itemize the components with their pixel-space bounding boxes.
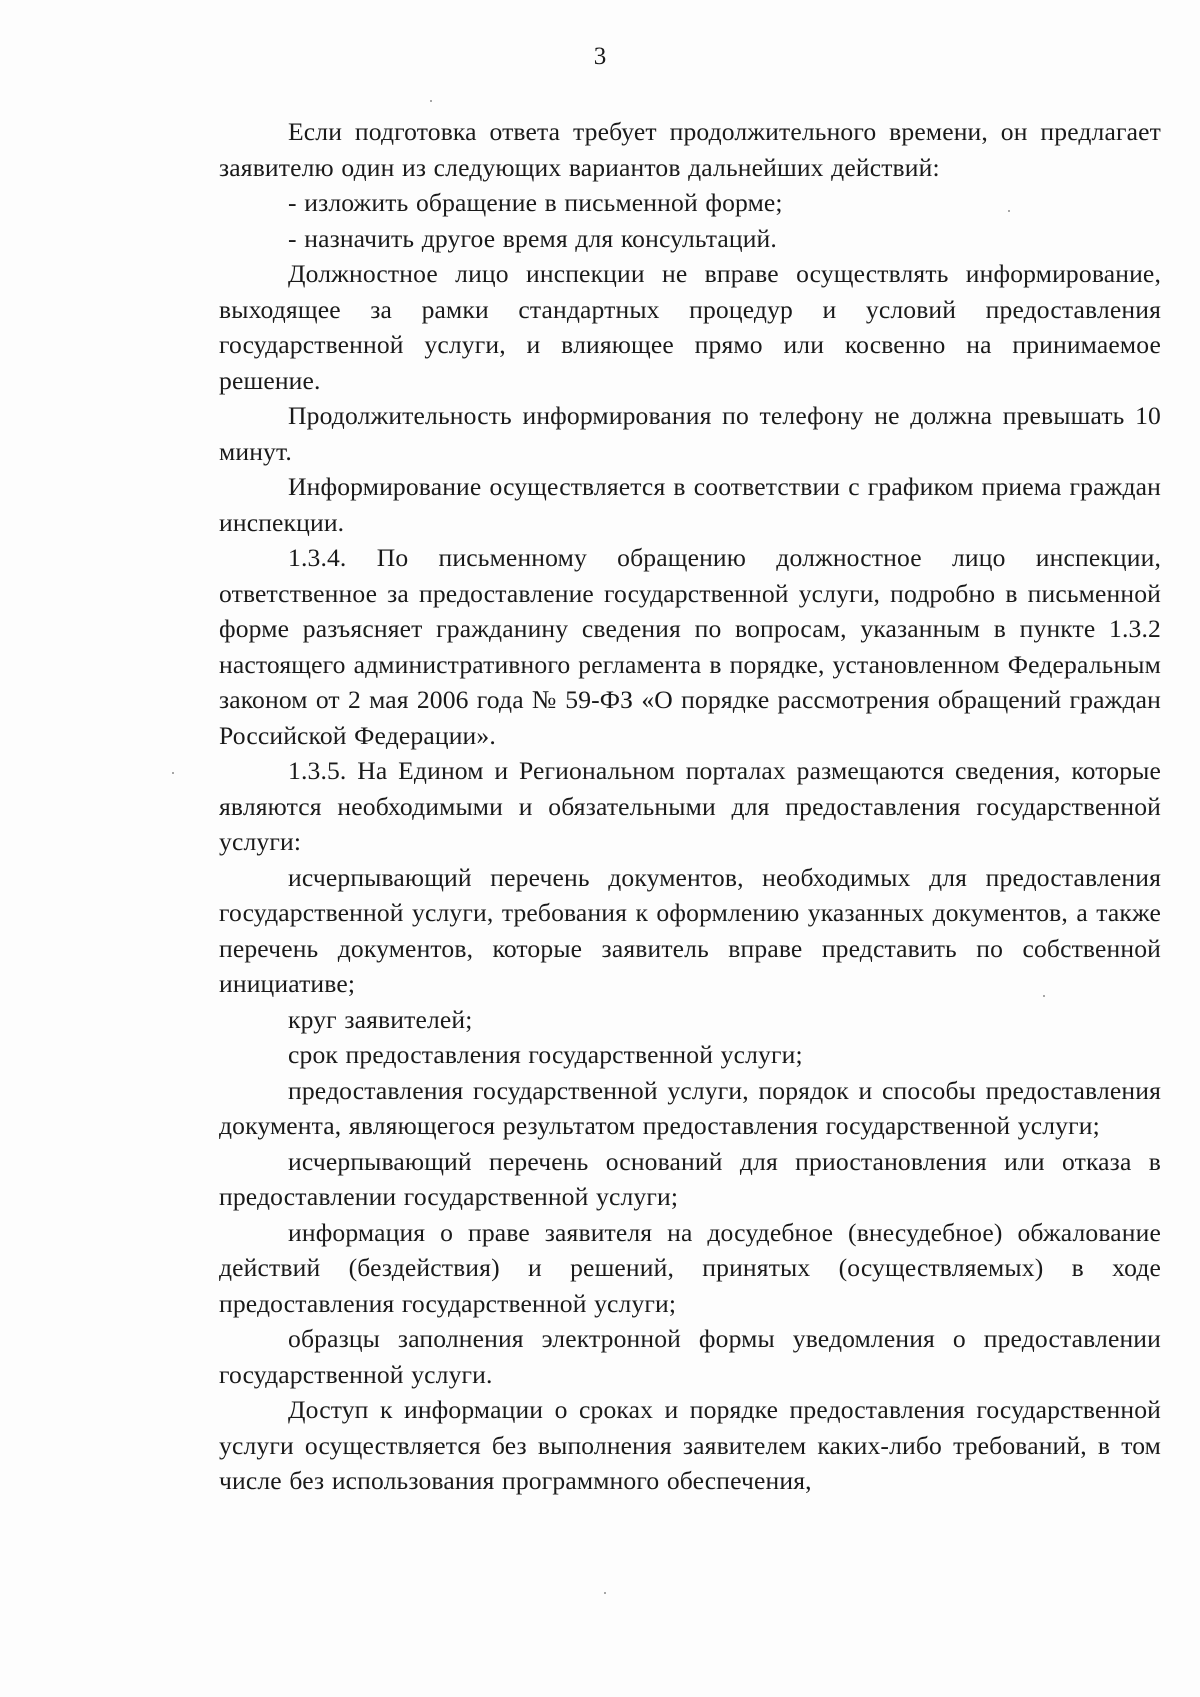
- scan-speck: [430, 100, 432, 102]
- list-item-result: предоставления государственной услуги, порядок и способы предоставления документа, являющегося результатом предоставления государственной услуги;: [219, 1075, 1161, 1140]
- scan-speck: [604, 1592, 606, 1594]
- paragraph-schedule: Информирование осуществляется в соответствии с графиком приема граждан инспекции.: [219, 472, 1161, 537]
- document-body: [219, 114, 1161, 1499]
- paragraph-response-time: Если подготовка ответа требует продолжительного времени, он предлагает заявителю один из следующих вариантов дальнейших действий:: [219, 117, 1161, 182]
- list-item-documents: исчерпывающий перечень документов, необходимых для предоставления государственной услуги, требования к оформлению указанных документов, а также перечень документов, которые заявитель вправе представить по собственной инициативе;: [219, 862, 1161, 998]
- list-item-form-samples: образцы заполнения электронной формы уведомления о предоставлении государственной услуги.: [219, 1324, 1161, 1389]
- scan-speck: [1008, 210, 1010, 212]
- paragraph-1-3-4: 1.3.4. По письменному обращению должностное лицо инспекции, ответственное за предоставление государственной услуги, подробно в письменной форме разъясняет гражданину сведения по вопросам, указанным в пункте 1.3.2 настоящего административного регламента в порядке, установленном Федеральным законом от 2 мая 2006 года № 59-ФЗ «О порядке рассмотрения обращений граждан Российской Федерации».: [219, 543, 1161, 750]
- option-written-form: - изложить обращение в письменной форме;: [288, 188, 783, 217]
- paragraph-phone-duration: Продолжительность информирования по телефону не должна превышать 10 минут.: [219, 401, 1161, 466]
- paragraph-access: Доступ к информации о сроках и порядке предоставления государственной услуги осуществляется без выполнения заявителем каких-либо требований, в том числе без использования программного обеспечения,: [219, 1395, 1161, 1495]
- page-number: 3: [593, 43, 607, 70]
- list-item-refusal-grounds: исчерпывающий перечень оснований для приостановления или отказа в предоставлении государственной услуги;: [219, 1146, 1161, 1211]
- list-item-appeal: информация о праве заявителя на досудебное (внесудебное) обжалование действий (бездействия) и решений, принятых (осуществляемых) в ходе предоставления государственной услуги;: [219, 1217, 1161, 1318]
- list-item-term: срок предоставления государственной услуги;: [288, 1040, 803, 1069]
- option-other-time: - назначить другое время для консультаций.: [288, 223, 777, 253]
- paragraph-official-limits: Должностное лицо инспекции не вправе осуществлять информирование, выходящее за рамки стандартных процедур и условий предоставления государственной услуги, и влияющее прямо или косвенно на принимаемое решение.: [219, 259, 1161, 395]
- paragraph-1-3-5: 1.3.5. На Едином и Региональном порталах размещаются сведения, которые являются необходимыми и обязательными для предоставления государственной услуги:: [219, 756, 1161, 856]
- list-item-applicants: круг заявителей;: [288, 1004, 473, 1034]
- scan-speck: [1043, 995, 1045, 997]
- scan-speck: [172, 772, 174, 774]
